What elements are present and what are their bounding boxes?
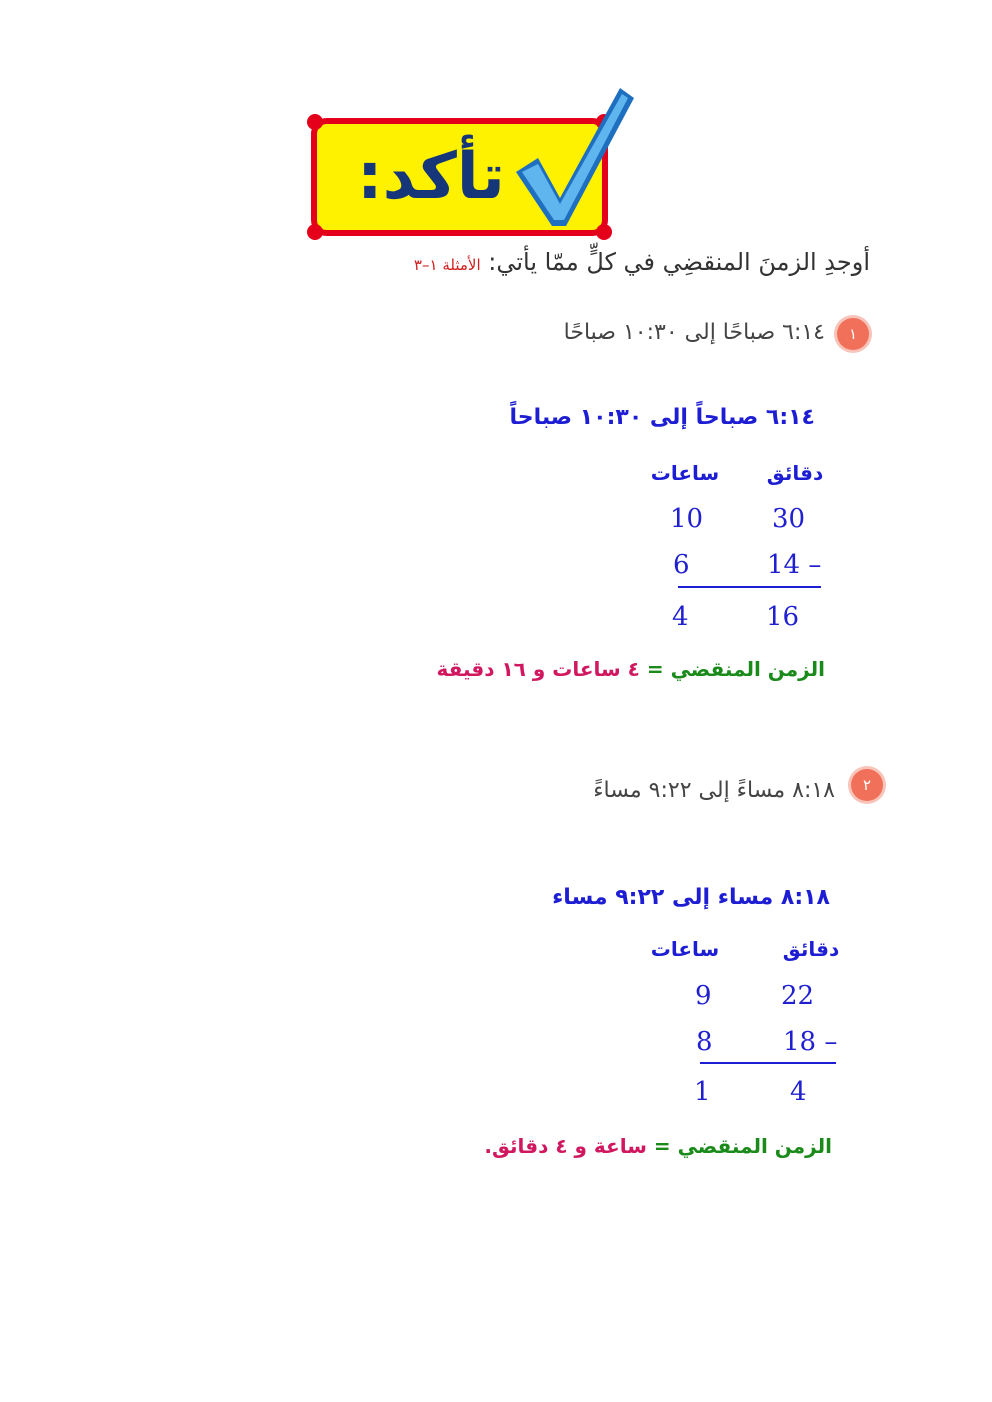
result-minutes: 4	[790, 1077, 807, 1107]
hours-value: 6	[673, 550, 690, 580]
result-minutes: 16	[766, 602, 800, 632]
minutes-value: 18 –	[783, 1027, 838, 1057]
hours-header: ساعات	[650, 461, 720, 485]
hours-value: 10	[670, 504, 704, 534]
page-title: تأكد:	[357, 140, 505, 214]
answer-value: ٤ ساعات و ١٦ دقيقة	[436, 657, 640, 681]
question-text: ٦:١٤ صباحًا إلى ١٠:٣٠ صباحًا	[563, 320, 825, 345]
hours-value: 9	[695, 981, 712, 1011]
instruction	[395, 248, 870, 276]
instruction-text: أوجدِ الزمنَ المنقضِي في كلٍّ ممّا يأتي:	[488, 248, 870, 276]
result-hours: 4	[672, 602, 689, 632]
result-hours: 1	[694, 1077, 711, 1107]
solution-title: ٨:١٨ مساء إلى ٩:٢٢ مساء	[552, 885, 830, 910]
answer-label: الزمن المنقضي =	[646, 657, 825, 681]
answer	[420, 657, 825, 681]
minutes-header: دقائق	[766, 461, 824, 485]
examples-reference: الأمثلة ١–٣	[413, 256, 481, 274]
subtraction-line	[678, 586, 821, 588]
hours-header: ساعات	[650, 937, 720, 961]
answer-label: الزمن المنقضي =	[653, 1134, 832, 1158]
minutes-value: 22	[781, 981, 815, 1011]
question-number-badge: ١	[837, 318, 869, 350]
minutes-value: 14 –	[767, 550, 822, 580]
solution-title: ٦:١٤ صباحاً إلى ١٠:٣٠ صباحاً	[509, 405, 815, 430]
question-number-badge: ٢	[851, 769, 883, 801]
subtraction-line	[700, 1062, 836, 1064]
answer-value: ساعة و ٤ دقائق.	[484, 1134, 647, 1158]
check-mark-icon	[508, 80, 638, 230]
hours-value: 8	[696, 1027, 713, 1057]
minutes-header: دقائق	[782, 937, 840, 961]
minutes-value: 30	[772, 504, 806, 534]
answer	[470, 1134, 832, 1158]
question-text: ٨:١٨ مساءً إلى ٩:٢٢ مساءً	[593, 778, 835, 803]
